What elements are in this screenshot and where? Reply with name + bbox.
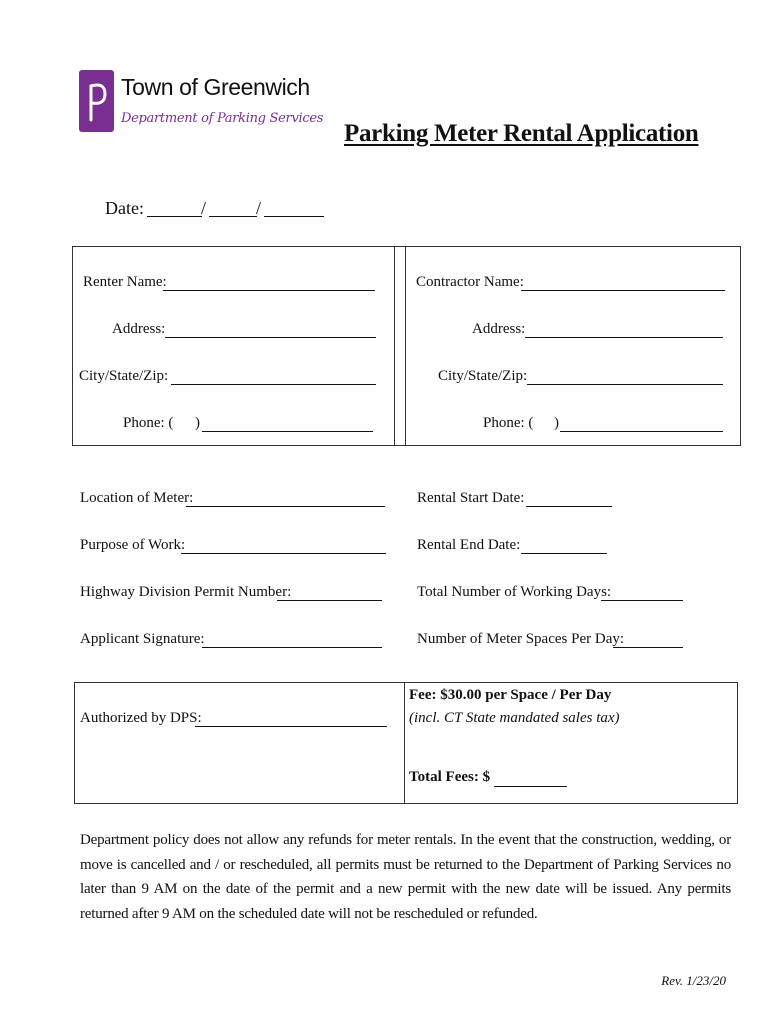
meter-spaces-label: Number of Meter Spaces Per Day: xyxy=(417,631,625,647)
renter-phone-field[interactable] xyxy=(202,431,373,432)
meter-spaces-field[interactable] xyxy=(613,647,683,648)
purpose-field[interactable] xyxy=(181,553,386,554)
total-fees-label: Total Fees: $ xyxy=(409,769,491,785)
renter-phone-label: Phone: ( xyxy=(123,415,174,431)
renter-city-field[interactable] xyxy=(171,384,376,385)
renter-phone-paren: ) xyxy=(195,415,200,431)
divider xyxy=(405,246,406,446)
contractor-address-label: Address: xyxy=(472,321,526,337)
start-date-field[interactable] xyxy=(526,506,612,507)
location-label: Location of Meter: xyxy=(80,490,194,506)
date-year-field[interactable] xyxy=(264,216,324,217)
contractor-phone-label: Phone: ( xyxy=(483,415,534,431)
purpose-label: Purpose of Work: xyxy=(80,537,186,553)
renter-city-label: City/State/Zip: xyxy=(79,368,169,384)
highway-permit-field[interactable] xyxy=(277,600,382,601)
date-label: Date: xyxy=(105,198,144,218)
contractor-city-label: City/State/Zip: xyxy=(438,368,528,384)
end-date-field[interactable] xyxy=(521,553,607,554)
fee-title: Fee: $30.00 per Space / Per Day xyxy=(409,687,612,703)
contractor-address-field[interactable] xyxy=(525,337,723,338)
renter-name-field[interactable] xyxy=(163,290,375,291)
department-name: Department of Parking Services xyxy=(121,111,324,126)
renter-address-label: Address: xyxy=(112,321,166,337)
revision-date: Rev. 1/23/20 xyxy=(661,973,726,988)
renter-address-field[interactable] xyxy=(165,337,376,338)
org-name: Town of Greenwich xyxy=(121,74,310,100)
divider xyxy=(404,682,405,804)
logo-letter-icon xyxy=(79,70,114,132)
total-fees-field[interactable] xyxy=(494,786,567,787)
contractor-name-field[interactable] xyxy=(521,290,725,291)
authorized-label: Authorized by DPS: xyxy=(80,710,202,726)
working-days-label: Total Number of Working Days: xyxy=(417,584,612,600)
contractor-phone-paren: ) xyxy=(554,415,559,431)
date-day-field[interactable] xyxy=(209,216,257,217)
contractor-name-label: Contractor Name: xyxy=(416,274,524,290)
signature-field[interactable] xyxy=(202,647,382,648)
fee-note: (incl. CT State mandated sales tax) xyxy=(409,710,620,726)
signature-label: Applicant Signature: xyxy=(80,631,205,647)
location-field[interactable] xyxy=(186,506,385,507)
divider xyxy=(394,246,395,446)
fee-box xyxy=(74,682,738,804)
start-date-label: Rental Start Date: xyxy=(417,490,525,506)
working-days-field[interactable] xyxy=(601,600,683,601)
date-separator: / xyxy=(201,198,207,218)
contractor-phone-field[interactable] xyxy=(560,431,723,432)
page-title: Parking Meter Rental Application xyxy=(344,120,699,147)
date-separator: / xyxy=(256,198,262,218)
end-date-label: Rental End Date: xyxy=(417,537,521,553)
contractor-city-field[interactable] xyxy=(527,384,723,385)
authorized-field[interactable] xyxy=(195,726,387,727)
highway-permit-label: Highway Division Permit Number: xyxy=(80,584,292,600)
refund-policy: Department policy does not allow any refunds for meter rentals. In the event that the construction, wedding, or move is cancelled and / or rescheduled, all permits must be returned to the Department of Parking Services no later than 9 AM on the date of the permit and a new permit with the new date will be issued. Any permits returned after 9 AM on the scheduled date will not be rescheduled or refunded. xyxy=(80,832,731,922)
renter-name-label: Renter Name: xyxy=(83,274,167,290)
date-month-field[interactable] xyxy=(147,216,202,217)
